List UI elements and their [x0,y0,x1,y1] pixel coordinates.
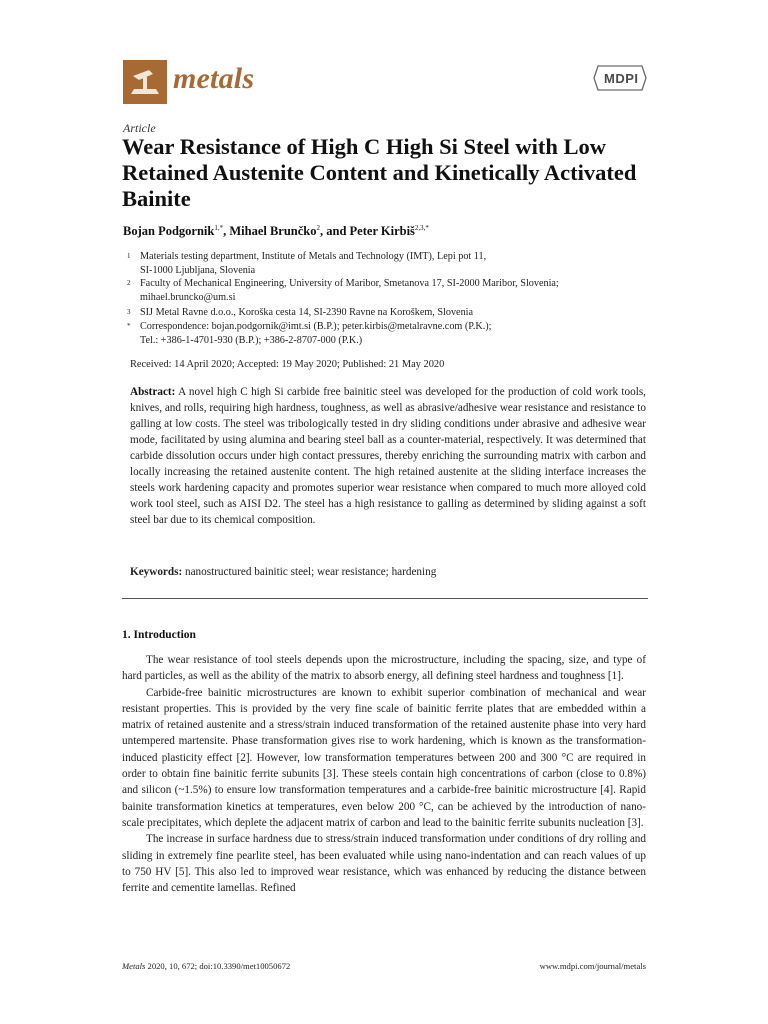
author-affiliation-mark: 1,* [214,224,224,232]
affiliation-line: SIJ Metal Ravne d.o.o., Koroška cesta 14, SI-2390 Ravne na Koroškem, Slovenia [140,307,474,318]
introduction-body [122,652,646,896]
affiliation-mark: * [127,322,131,330]
article-type: Article [123,121,156,135]
paragraph: Carbide-free bainitic microstructures are known to exhibit superior combination of mechanical and wear resistant properties. This is provided by the very fine scale of bainitic ferrite plates that are embedded within a matrix of retained austenite and a stress/strain induced transformation of the retained austenite phase into very hard untempered martensite. Phase transformation gives rise to work hardening, which is known as the transformation-induced plasticity effect [2]. However, low transformation temperatures between 200 and 300 °C are required in order to obtain fine bainitic ferrite subunits [3]. These steels contain high concentrations of carbon (close to 0.8%) and silicon (~1.5%) to ensure low transformation temperatures and a carbide-free bainitic microstructure [4]. Rapid bainite transformation kinetics at temperatures, even below 200 °C, can be achieved by the introduction of nano-scale precipitates, which deplete the adjacent matrix of carbon and lead to the bainitic ferrite subunits nucleation [3]. [122,686,646,829]
author-affiliation-mark: 2,3,* [414,224,429,232]
author-list [123,224,429,239]
section-heading: 1. Introduction [122,629,196,641]
affiliation-mark: 2 [127,279,131,287]
author-separator: , [223,224,230,239]
keywords [130,566,646,578]
keywords-text: nanostructured bainitic steel; wear resistance; hardening [185,566,437,578]
affiliation-line: Materials testing department, Institute of Metals and Technology (IMT), Lepi pot 11, [140,251,487,262]
keywords-label: Keywords: [130,566,183,578]
footer-citation [122,961,290,971]
abstract-label: Abstract: [130,386,176,398]
affiliation-line: Faculty of Mechanical Engineering, University of Maribor, Smetanova 17, SI-2000 Maribor, Slovenia; [140,278,559,289]
author-name: Peter Kirbiš [349,224,415,239]
publisher-name: MDPI [604,71,639,86]
metals-journal-icon [123,60,167,104]
affiliation-mark: 1 [127,252,131,260]
publication-dates: Received: 14 April 2020; Accepted: 19 May 2020; Published: 21 May 2020 [130,359,445,370]
affiliation-line: SI-1000 Ljubljana, Slovenia [140,264,256,276]
abstract-text: A novel high C high Si carbide free bainitic steel was developed for the production of cold work tools, knives, and rolls, requiring high hardness, toughness, as well as abrasive/adhesive wear resistance and resistance to galling at low costs. The steel was tribologically tested in dry sliding conditions under abrasive and adhesive wear mode, facilitated by using alumina and bearing steel ball as a counter-material, respectively. It was determined that carbide dissolution occurs under high contact pressures, thereby enriching the surrounding matrix with carbon and locally increasing the retained austenite content. The high retained austenite at the sliding interface increases the steels work hardening capacity and promotes superior wear resistance when compared to much more alloyed cold work tool steel, such as AISI D2. The steel has a high resistance to galling as determined by sliding against a soft steel bar due to its chemical composition. [130,386,646,526]
footer-journal: Metals [122,961,146,971]
footer-citation-text: 2020, 10, 672; doi:10.3390/met10050672 [145,961,291,971]
paragraph: The wear resistance of tool steels depends upon the microstructure, including the spacing, size, and type of hard particles, as well as the ability of the matrix to absorb energy, all defining steel hardness and toughness [1]. [122,654,646,683]
paragraph: The increase in surface hardness due to stress/strain induced transformation under conditions of dry rolling and sliding in extremely fine pearlite steel, has been evaluated while using nano-indentation and can reach values of up to 750 HV [5]. This also led to improved wear resistance, which was enhanced by reducing the distance between ferrite and cementite lamellas. Refined [122,833,646,895]
divider [122,598,648,599]
author-separator: , and [320,224,350,239]
abstract [130,384,646,528]
correspondence-line[interactable]: Correspondence: bojan.podgornik@imt.si (B.P.); peter.kirbis@metalravne.com (P.K.); [140,321,492,332]
journal-name: metals [173,62,255,95]
author-affiliation-mark: 2 [316,224,321,232]
author-name: Bojan Podgornik [123,224,215,239]
paper-title: Wear Resistance of High C High Si Steel with Low Retained Austenite Content and Kinetically Activated Bainite [122,134,637,211]
footer-url[interactable]: www.mdpi.com/journal/metals [539,961,646,971]
correspondence-phone: Tel.: +386-1-4701-930 (B.P.); +386-2-8707-000 (P.K.) [140,334,363,346]
affiliation-email[interactable]: mihael.bruncko@um.si [140,291,236,303]
author-name: Mihael Brunčko [229,224,317,239]
affiliation-mark: 3 [127,308,131,316]
